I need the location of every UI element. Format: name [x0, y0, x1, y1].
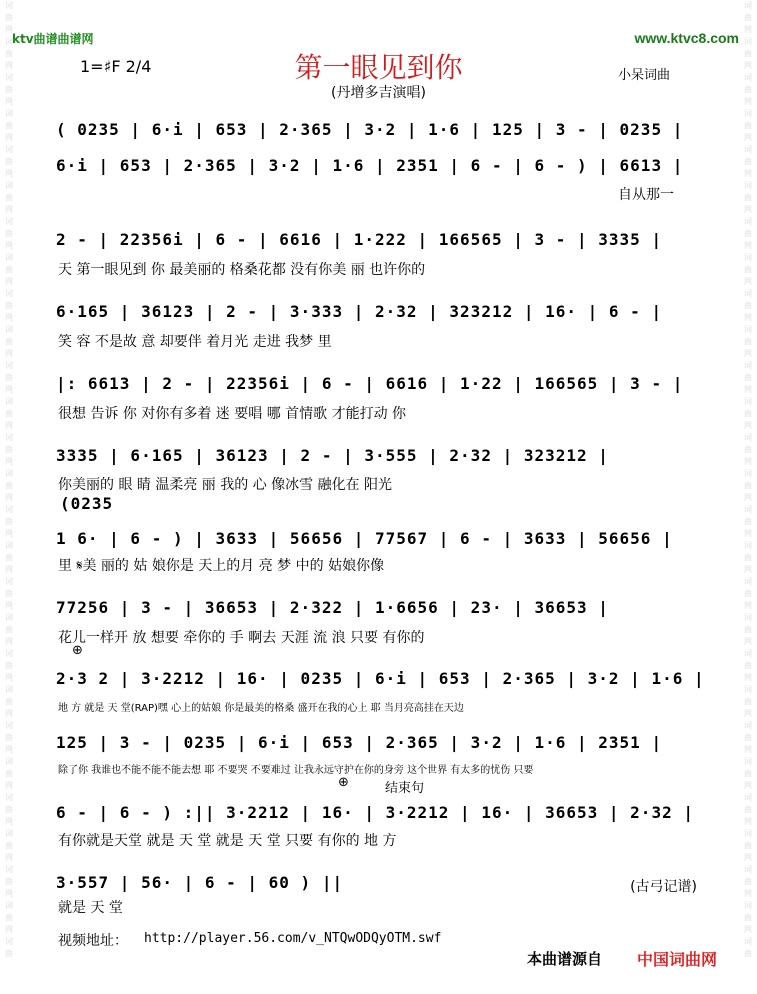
- watermark-char: 曲: [744, 301, 752, 310]
- watermark-char: 词: [744, 253, 752, 262]
- watermark-char: 网: [744, 817, 752, 826]
- watermark-char: 词: [5, 649, 13, 658]
- watermark-char: 网: [744, 781, 752, 790]
- ending-phrase-label: 结束句: [385, 781, 425, 796]
- watermark-char: 词: [744, 757, 752, 766]
- watermark-char: 曲: [5, 193, 13, 202]
- watermark-char: 词: [5, 613, 13, 622]
- left-watermark-strip: [0, 0, 18, 994]
- watermark-char: 网: [5, 637, 13, 646]
- watermark-char: 曲: [744, 913, 752, 922]
- lyric-row: 天 第一眼见到 你 最美丽的 格桑花都 没有你美 丽 也许你的: [58, 262, 426, 278]
- watermark-char: 曲: [5, 301, 13, 310]
- watermark-char: 曲: [744, 949, 752, 958]
- watermark-char: 网: [744, 133, 752, 142]
- notation-row: 77256 | 3 - | 36653 | 2·322 | 1·6656 | 23· | 36653 |: [56, 598, 609, 617]
- notation-row: |: 6613 | 2 - | 22356i | 6 - | 6616 | 1·22 | 166565 | 3 - |: [56, 374, 684, 393]
- source-site-link[interactable]: 中国词曲网: [637, 950, 718, 969]
- watermark-char: 词: [5, 109, 13, 118]
- lyric-row: 就是 天 堂: [58, 900, 123, 916]
- watermark-char: 曲: [744, 697, 752, 706]
- watermark-char: 曲: [744, 49, 752, 58]
- watermark-char: 词: [744, 721, 752, 730]
- lyric-row: 自从那一: [618, 187, 674, 203]
- watermark-char: 曲: [744, 661, 752, 670]
- watermark-char: 网: [744, 205, 752, 214]
- watermark-char: 词: [744, 829, 752, 838]
- watermark-char: 网: [744, 349, 752, 358]
- watermark-char: 词: [5, 469, 13, 478]
- notation-row: 6 - | 6 - ) :|| 3·2212 | 16· | 3·2212 | 16· | 36653 | 2·32 |: [56, 803, 694, 822]
- watermark-char: 曲: [744, 841, 752, 850]
- watermark-char: 词: [5, 865, 13, 874]
- watermark-char: 曲: [5, 949, 13, 958]
- watermark-char: 网: [744, 637, 752, 646]
- notation-row: 1 6· | 6 - ) | 3633 | 56656 | 77567 | 6 - | 3633 | 56656 |: [56, 529, 673, 548]
- watermark-char: 曲: [5, 625, 13, 634]
- watermark-char: 网: [5, 61, 13, 70]
- site-logo-left[interactable]: ktv曲谱曲谱网: [12, 32, 94, 46]
- watermark-char: 网: [744, 241, 752, 250]
- watermark-char: 曲: [744, 625, 752, 634]
- watermark-char: 曲: [5, 805, 13, 814]
- watermark-char: 网: [744, 97, 752, 106]
- composer-credit: 小呆词曲: [618, 68, 671, 83]
- watermark-char: 词: [5, 577, 13, 586]
- watermark-char: 曲: [744, 265, 752, 274]
- notation-row: 2·3 2 | 3·2212 | 16· | 0235 | 6·i | 653 | 2·365 | 3·2 | 1·6 |: [56, 669, 705, 688]
- watermark-char: 网: [744, 925, 752, 934]
- watermark-char: 网: [744, 709, 752, 718]
- watermark-char: 词: [5, 289, 13, 298]
- watermark-char: 曲: [744, 13, 752, 22]
- coda-icon: ⊕: [338, 775, 349, 790]
- watermark-char: 词: [5, 901, 13, 910]
- watermark-char: 曲: [744, 589, 752, 598]
- watermark-char: 曲: [5, 229, 13, 238]
- watermark-char: 曲: [744, 409, 752, 418]
- watermark-char: 网: [744, 313, 752, 322]
- watermark-char: 曲: [744, 553, 752, 562]
- watermark-char: 网: [5, 781, 13, 790]
- watermark-char: 词: [5, 217, 13, 226]
- watermark-char: 曲: [5, 373, 13, 382]
- watermark-char: 词: [744, 685, 752, 694]
- watermark-char: 词: [5, 937, 13, 946]
- coda-icon: ⊕: [72, 643, 83, 658]
- watermark-char: 网: [744, 385, 752, 394]
- watermark-char: 曲: [744, 85, 752, 94]
- watermark-char: 网: [5, 709, 13, 718]
- watermark-char: 网: [744, 529, 752, 538]
- watermark-char: 曲: [744, 337, 752, 346]
- watermark-char: 词: [744, 397, 752, 406]
- watermark-char: 词: [5, 433, 13, 442]
- notation-row: ( 0235 | 6·i | 653 | 2·365 | 3·2 | 1·6 | 125 | 3 - | 0235 |: [56, 120, 684, 139]
- watermark-char: 网: [5, 457, 13, 466]
- watermark-char: 词: [744, 649, 752, 658]
- watermark-char: 词: [5, 505, 13, 514]
- watermark-char: 曲: [5, 337, 13, 346]
- watermark-char: 网: [5, 169, 13, 178]
- video-url-link[interactable]: http://player.56.com/v_NTQwODQyOTM.swf: [144, 931, 442, 946]
- watermark-char: 网: [744, 25, 752, 34]
- watermark-char: 曲: [744, 229, 752, 238]
- right-watermark-strip: [739, 0, 757, 994]
- watermark-char: 网: [744, 277, 752, 286]
- notation-row: 2 - | 22356i | 6 - | 6616 | 1·222 | 166565 | 3 - | 3335 |: [56, 230, 663, 249]
- lyric-row: 里 𝄋美 丽的 姑 娘你是 天上的月 亮 梦 中的 姑娘你像: [58, 558, 385, 574]
- watermark-char: 网: [5, 853, 13, 862]
- notation-row: 6·165 | 36123 | 2 - | 3·333 | 2·32 | 323212 | 16· | 6 - |: [56, 302, 663, 321]
- lyric-row: 很想 告诉 你 对你有多着 迷 要唱 哪 首情歌 才能打动 你: [58, 406, 407, 422]
- watermark-char: 网: [5, 25, 13, 34]
- lyric-row: 笑 容 不是故 意 却要伴 着月光 走进 我梦 里: [58, 334, 332, 350]
- watermark-char: 曲: [744, 445, 752, 454]
- watermark-char: 词: [5, 325, 13, 334]
- watermark-char: 网: [5, 889, 13, 898]
- notation-row: 3335 | 6·165 | 36123 | 2 - | 3·555 | 2·32 | 323212 |: [56, 446, 609, 465]
- notation-row: 6·i | 653 | 2·365 | 3·2 | 1·6 | 2351 | 6 - | 6 - ) | 6613 |: [56, 156, 684, 175]
- watermark-char: 词: [5, 73, 13, 82]
- watermark-char: 曲: [744, 193, 752, 202]
- watermark-char: 曲: [5, 553, 13, 562]
- watermark-char: 词: [744, 469, 752, 478]
- key-signature: 1=♯F 2/4: [80, 57, 152, 76]
- watermark-char: 词: [5, 397, 13, 406]
- watermark-char: 网: [5, 277, 13, 286]
- watermark-char: 词: [5, 37, 13, 46]
- notation-row: 125 | 3 - | 0235 | 6·i | 653 | 2·365 | 3·2 | 1·6 | 2351 |: [56, 733, 663, 752]
- watermark-char: 词: [744, 73, 752, 82]
- watermark-char: 曲: [744, 517, 752, 526]
- performer-subtitle: (丹增多吉演唱): [331, 85, 426, 101]
- watermark-char: 网: [744, 421, 752, 430]
- watermark-char: 词: [5, 685, 13, 694]
- watermark-char: 词: [5, 361, 13, 370]
- watermark-char: 网: [5, 493, 13, 502]
- notation-row: 3·557 | 56· | 6 - | 60 ) ||: [56, 873, 344, 892]
- transcriber-credit: (古弓记谱): [630, 879, 697, 895]
- watermark-char: 网: [5, 673, 13, 682]
- watermark-char: 网: [744, 853, 752, 862]
- watermark-char: 曲: [744, 121, 752, 130]
- watermark-char: 网: [5, 601, 13, 610]
- watermark-char: 曲: [5, 733, 13, 742]
- watermark-char: 词: [744, 433, 752, 442]
- watermark-char: 词: [744, 613, 752, 622]
- watermark-char: 词: [5, 721, 13, 730]
- watermark-char: 网: [5, 133, 13, 142]
- watermark-char: 词: [5, 793, 13, 802]
- watermark-char: 网: [744, 457, 752, 466]
- notation-row: (0235: [60, 494, 114, 513]
- watermark-char: 词: [5, 541, 13, 550]
- watermark-char: 曲: [5, 697, 13, 706]
- watermark-char: 曲: [744, 373, 752, 382]
- watermark-char: 词: [5, 253, 13, 262]
- watermark-char: 词: [744, 1, 752, 10]
- watermark-char: 网: [5, 817, 13, 826]
- source-label: 本曲谱源自: [527, 950, 603, 968]
- lyric-row: 你美丽的 眼 睛 温柔亮 丽 我的 心 像冰雪 融化在 阳光: [58, 477, 393, 493]
- watermark-char: 词: [744, 577, 752, 586]
- video-label: 视频地址：: [58, 933, 128, 949]
- watermark-char: 网: [5, 421, 13, 430]
- watermark-char: 词: [744, 793, 752, 802]
- lyric-row: 花儿一样开 放 想要 牵你的 手 啊去 天涯 流 浪 只要 有你的: [58, 630, 425, 646]
- watermark-char: 网: [744, 493, 752, 502]
- watermark-char: 网: [5, 349, 13, 358]
- watermark-char: 网: [744, 61, 752, 70]
- watermark-char: 词: [744, 109, 752, 118]
- watermark-char: 网: [744, 565, 752, 574]
- watermark-char: 词: [744, 181, 752, 190]
- watermark-char: 词: [5, 181, 13, 190]
- watermark-char: 词: [744, 325, 752, 334]
- watermark-char: 曲: [744, 877, 752, 886]
- watermark-char: 词: [744, 37, 752, 46]
- watermark-char: 词: [744, 901, 752, 910]
- watermark-char: 曲: [744, 157, 752, 166]
- watermark-char: 词: [5, 829, 13, 838]
- watermark-char: 曲: [744, 733, 752, 742]
- watermark-char: 网: [5, 205, 13, 214]
- watermark-char: 曲: [5, 85, 13, 94]
- watermark-char: 曲: [744, 769, 752, 778]
- watermark-char: 网: [5, 529, 13, 538]
- watermark-char: 词: [744, 289, 752, 298]
- watermark-char: 网: [5, 745, 13, 754]
- watermark-char: 词: [744, 217, 752, 226]
- watermark-char: 词: [744, 505, 752, 514]
- watermark-char: 网: [744, 673, 752, 682]
- watermark-char: 词: [744, 937, 752, 946]
- watermark-char: 网: [5, 241, 13, 250]
- watermark-char: 曲: [5, 913, 13, 922]
- watermark-char: 网: [744, 601, 752, 610]
- watermark-char: 词: [5, 1, 13, 10]
- watermark-char: 曲: [5, 13, 13, 22]
- watermark-char: 网: [744, 889, 752, 898]
- lyric-row: 除了你 我谁也不能不能不能去想 耶 不要哭 不要难过 让我永远守护在你的身旁 这个世界 有太多的忧伤 只要: [58, 765, 534, 776]
- watermark-char: 词: [744, 145, 752, 154]
- song-title: 第一眼见到你: [294, 51, 463, 84]
- watermark-char: 曲: [5, 661, 13, 670]
- watermark-char: 网: [5, 313, 13, 322]
- watermark-char: 词: [5, 145, 13, 154]
- watermark-char: 曲: [5, 589, 13, 598]
- watermark-char: 曲: [5, 517, 13, 526]
- lyric-row: 地 方 就是 天 堂(RAP)嘿 心上的姑娘 你是最美的格桑 盛开在我的心上 耶 当月亮高挂在天边: [58, 703, 464, 714]
- watermark-char: 曲: [5, 265, 13, 274]
- watermark-char: 网: [744, 745, 752, 754]
- watermark-char: 曲: [5, 49, 13, 58]
- watermark-char: 曲: [744, 805, 752, 814]
- lyric-row: 有你就是天堂 就是 天 堂 就是 天 堂 只要 有你的 地 方: [58, 833, 397, 849]
- watermark-char: 词: [744, 541, 752, 550]
- watermark-char: 曲: [5, 481, 13, 490]
- watermark-char: 曲: [744, 481, 752, 490]
- watermark-char: 词: [5, 757, 13, 766]
- watermark-char: 曲: [5, 877, 13, 886]
- watermark-char: 网: [5, 385, 13, 394]
- watermark-char: 曲: [5, 445, 13, 454]
- watermark-char: 曲: [5, 841, 13, 850]
- watermark-char: 网: [744, 169, 752, 178]
- watermark-char: 网: [5, 97, 13, 106]
- watermark-char: 曲: [5, 769, 13, 778]
- watermark-char: 网: [5, 565, 13, 574]
- watermark-char: 词: [744, 361, 752, 370]
- site-url-right[interactable]: www.ktvc8.com: [634, 30, 739, 46]
- watermark-char: 曲: [5, 409, 13, 418]
- watermark-char: 曲: [5, 157, 13, 166]
- watermark-char: 网: [5, 925, 13, 934]
- watermark-char: 曲: [5, 121, 13, 130]
- watermark-char: 词: [744, 865, 752, 874]
